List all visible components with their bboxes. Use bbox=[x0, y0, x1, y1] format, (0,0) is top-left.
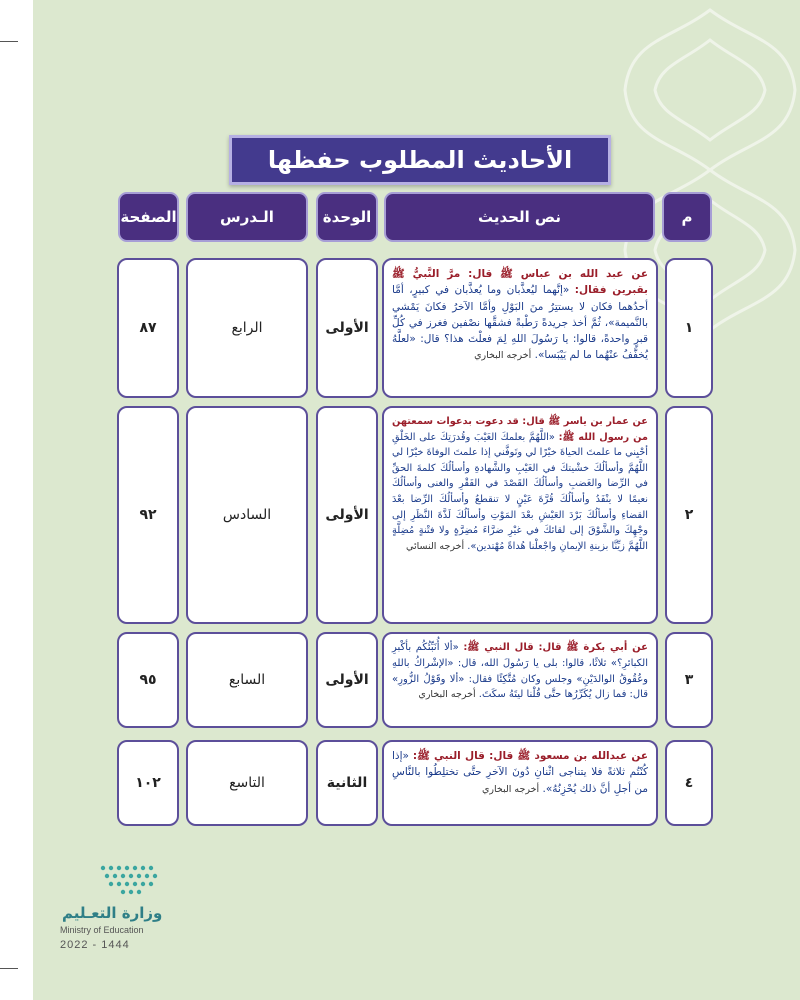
unit-cell: الثانية bbox=[316, 740, 378, 826]
unit-cell: الأولى bbox=[316, 258, 378, 398]
hadith-narrator: عن عبدالله بن مسعود ﷺ قال: قال النبي ﷺ: bbox=[412, 750, 649, 762]
edition-year: 2022 - 1444 bbox=[60, 939, 130, 951]
hadith-text-cell bbox=[382, 740, 658, 826]
page-cell: ٩٥ bbox=[117, 632, 179, 728]
lesson-cell: السابع bbox=[186, 632, 308, 728]
row-number: ٤ bbox=[665, 740, 713, 826]
header-num: م bbox=[662, 192, 712, 242]
unit-cell: الأولى bbox=[316, 632, 378, 728]
header-unit: الوحدة bbox=[316, 192, 378, 242]
ministry-name-english: Ministry of Education bbox=[60, 925, 144, 935]
hadith-narrator: عن أبي بكرة ﷺ قال: قال النبي ﷺ: bbox=[463, 642, 649, 653]
hadith-text-cell bbox=[382, 258, 658, 398]
page-cell: ١٠٢ bbox=[117, 740, 179, 826]
lesson-cell: السادس bbox=[186, 406, 308, 624]
hadith-body: «إذا كُنْتُم ثلاثةً فلا يتناجى اثْنانِ دُونَ الآخرِ حتَّى تختلِطُوا بالنَّاسِ من أجلِ أنَّ ذلك يُحْزِنُهُ». bbox=[392, 750, 648, 795]
lesson-cell: الرابع bbox=[186, 258, 308, 398]
ministry-logo-dots bbox=[95, 862, 165, 898]
hadith-body: «إنَّهما ليُعذَّبان وما يُعذَّبان في كبيرٍ، أمَّا أحدُهما فكان لا يستتِرُ منَ البَوْلِ وأمَّا الآخرُ فكانَ يَمْشي بالنَّميمة»، ثُمَّ أخذ جريدةً رَطْبةً فشقَّها نصْفين فغرز في كُلِّ قبرٍ واحدةً، قالوا: يا رَسُولَ اللهِ لِمَ فعلْتَ هذا؟ قال: «لعلَّهُ يُخفَّفُ عنْهُما ما لم يَيْبَسا». bbox=[392, 284, 648, 362]
header-page: الصفحة bbox=[118, 192, 179, 242]
row-number: ١ bbox=[665, 258, 713, 398]
hadith-text-cell bbox=[382, 632, 658, 728]
lesson-cell: التاسع bbox=[186, 740, 308, 826]
header-lesson: الـدرس bbox=[186, 192, 308, 242]
unit-cell: الأولى bbox=[316, 406, 378, 624]
hadith-source: أخرجه النسائي bbox=[406, 540, 465, 552]
hadith-source: أخرجه البخاري bbox=[418, 689, 476, 701]
hadith-source: أخرجه البخاري bbox=[481, 783, 540, 795]
hadith-source: أخرجه البخاري bbox=[474, 350, 532, 362]
page-cell: ٨٧ bbox=[117, 258, 179, 398]
ministry-name-arabic: وزارة التعـليم bbox=[62, 904, 163, 922]
hadith-body: «اللَّهُمَّ بعلمكَ الغَيْبَ وقُدرَتِكَ على الخَلْقِ أحْيِني ما علمتَ الحياةَ خيْرًا لي وتَوفَّني إذا علمتَ الوفاةَ خيْرًا لي اللَّهُمَّ وأسألُكَ خشْيتكَ في الغَيْبِ والشَّهادةِ وأسألُكَ كلمةَ الحقِّ في الرِّضا والغَضبِ وأسألُكَ القَصْدَ في الفَقْرِ والغنى وأسألُكَ نعيمًا لا ينْفَدُ وأسألُكَ قُرَّةَ عَيْنٍ لا تنقطعُ وأسألُكَ الرِّضا بعْدَ القضاءِ وأسألُكَ بَرْدَ العَيْشِ بعْدَ المَوْتِ وأسألُكَ لَذَّةَ النَّظَرِ إلى وجْهِكَ والشَّوْقَ إلى لقائكَ في غيْرِ ضرَّاءَ مُضِرَّةٍ ولا فتْنةٍ مُضِلَّةٍ اللَّهُمَّ زيِّنَّا بزينةِ الإيمانِ واجْعلْنا هُداةً مُهْتدين». bbox=[392, 431, 648, 552]
row-number: ٢ bbox=[665, 406, 713, 624]
page-title: الأحاديث المطلوب حفظها bbox=[229, 135, 611, 185]
crop-mark bbox=[0, 41, 18, 42]
hadith-text-cell bbox=[382, 406, 658, 624]
hadith-narrator: عن عمار بن ياسر ﷺ قال: قد دعوت بدعوات سمعتهن من رسول الله ﷺ: bbox=[392, 416, 648, 443]
header-hadith-text: نص الحديث bbox=[384, 192, 655, 242]
crop-mark bbox=[0, 968, 18, 969]
hadith-body: «ألا أُنَبِّئُكُم بأكْبرِ الكبائرِ؟» ثلاثًا، قالوا: بلى يا رَسُولَ الله، قال: «الإشْراكُ باللهِ وعُقُوقُ الوالدَيْنِ» وجلس وكان مُتَّكِئًا فقال: «ألا وقَوْلُ الزُّورِ» قال: فما زال يُكَرِّرُها حتَّى قُلْنا ليتَهُ سكَتَ. bbox=[392, 642, 648, 701]
page-cell: ٩٢ bbox=[117, 406, 179, 624]
row-number: ٣ bbox=[665, 632, 713, 728]
hadith-narrator: عن عبد الله بن عباس ﷺ قال: مرَّ النَّبيُّ ﷺ بقبرين فقال: bbox=[392, 268, 648, 297]
